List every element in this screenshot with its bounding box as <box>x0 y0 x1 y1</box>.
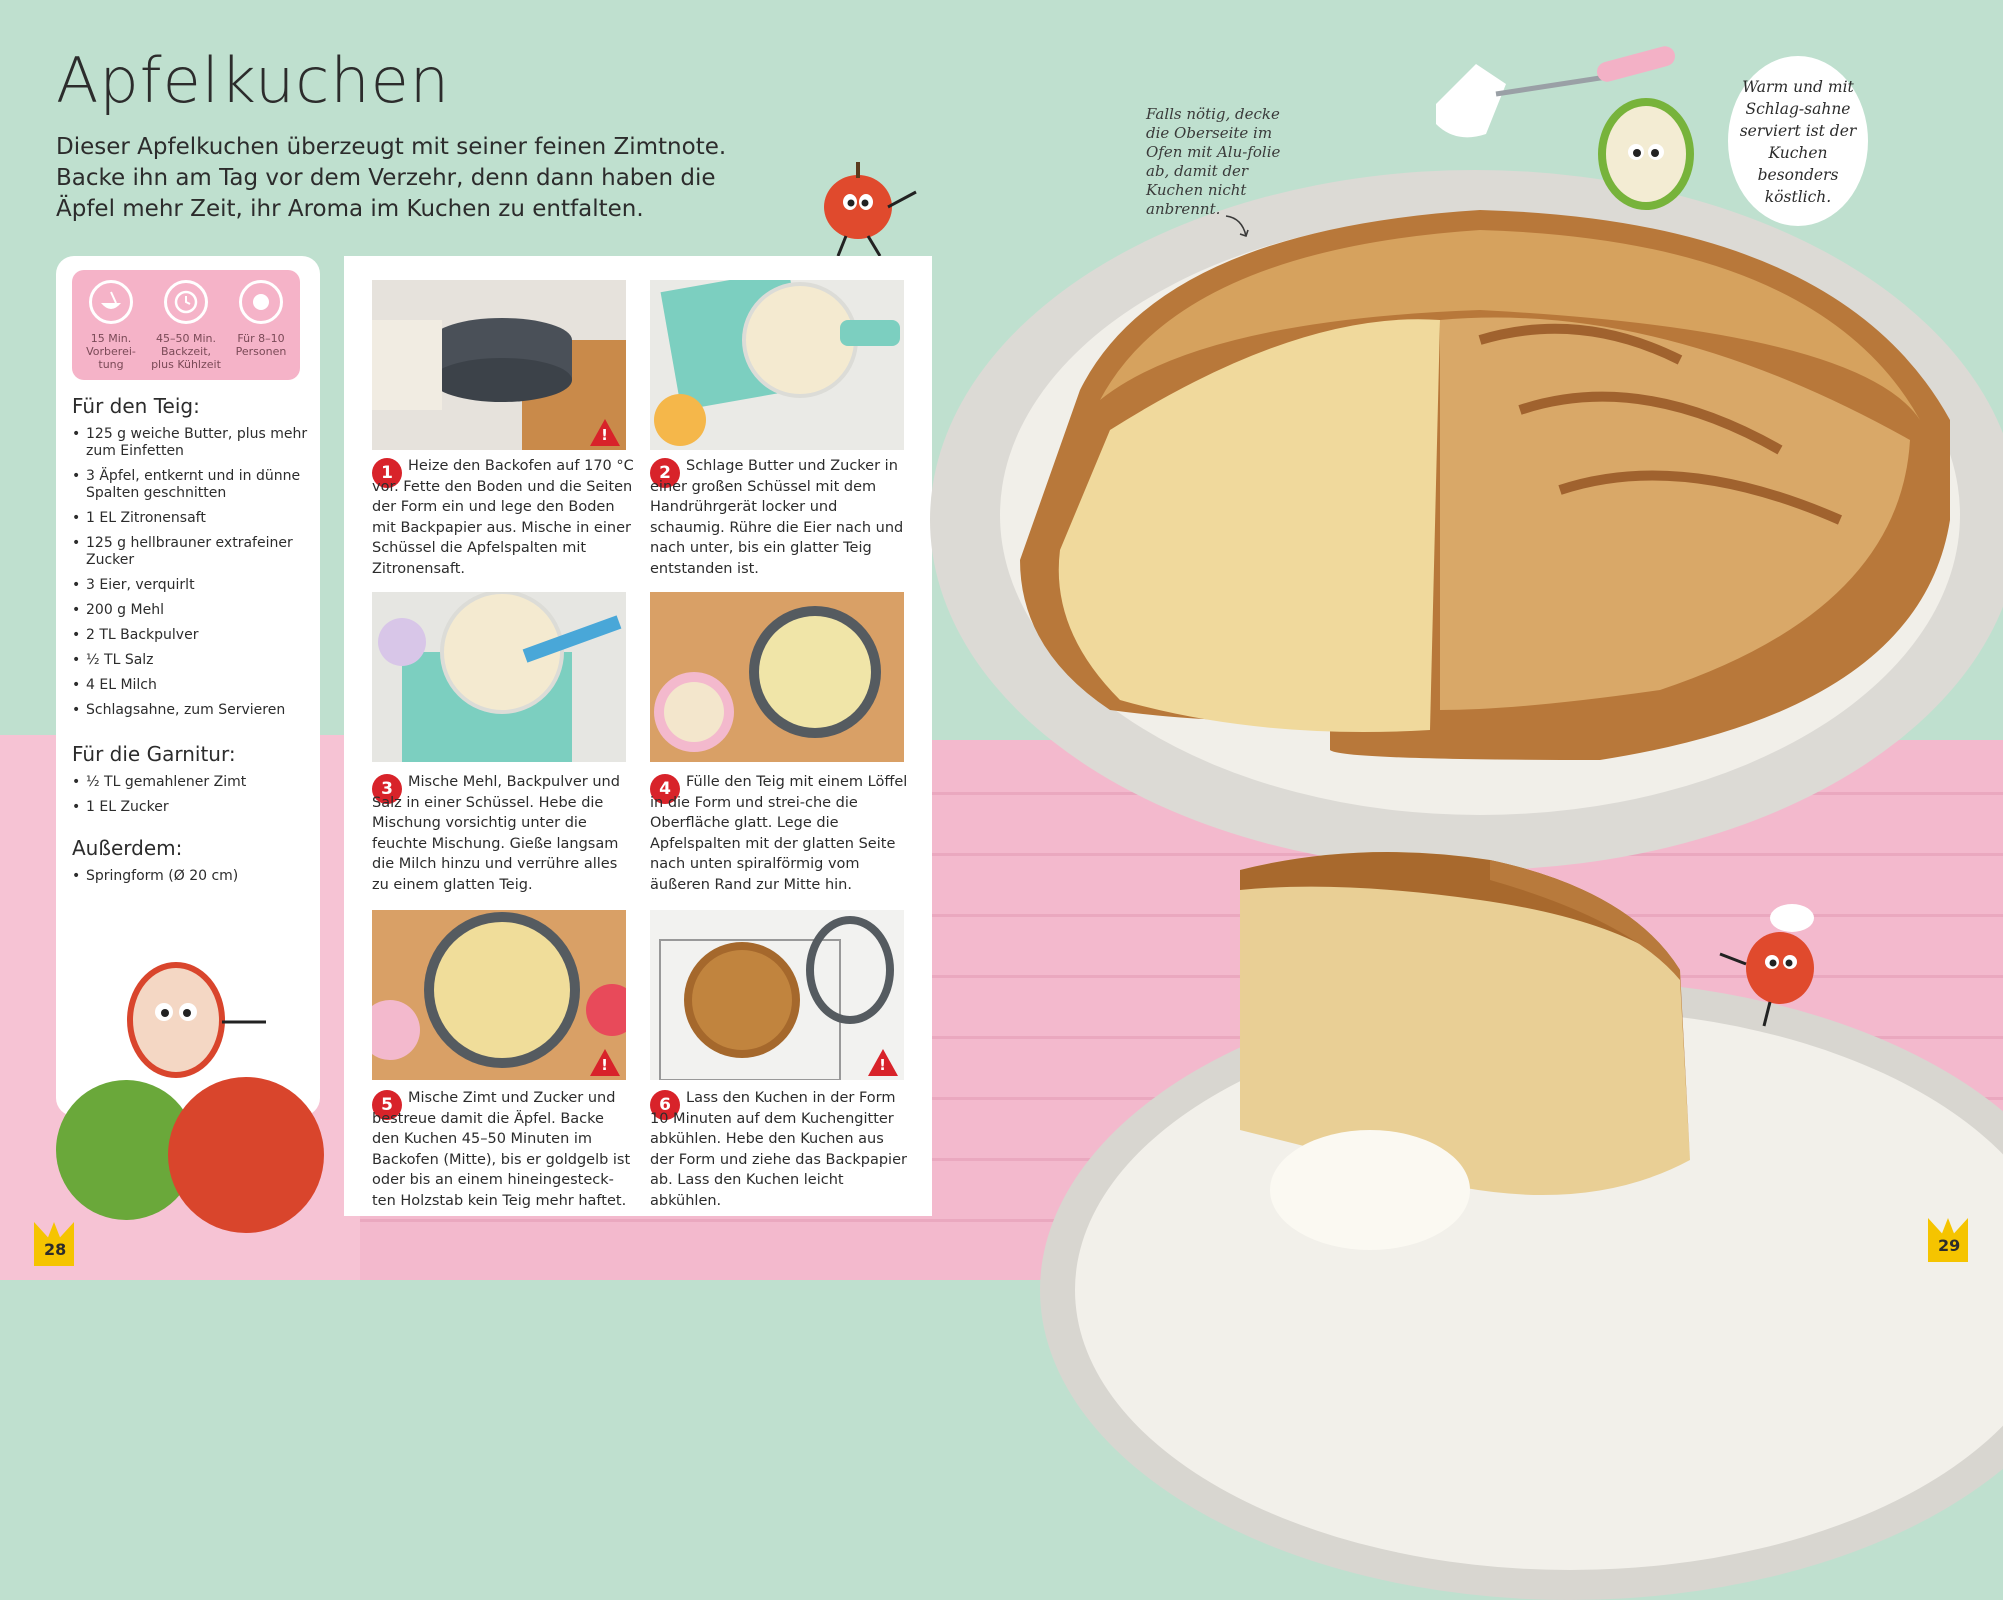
ingredient-item: • Schlagsahne, zum Servieren <box>72 702 308 719</box>
step-1-number: 1 <box>372 458 402 488</box>
step-4-text: Fülle den Teig mit einem Löffel in die Form und strei-che die Oberfläche glatt. Lege die Apfelspalten mit der glatten Seite nach unten spiralförmig vom äußeren Rand zur Mitte hin. <box>650 774 908 893</box>
speech-bubble-text: Warm und mit Schlag-sahne serviert ist der Kuchen besonders köstlich. <box>1739 78 1857 206</box>
foil-tip-note: Falls nötig, decke die Oberseite im Ofen mit Alu-folie ab, damit der Kuchen nicht anbrennt. <box>1146 105 1281 218</box>
ingredient-item: • 1 EL Zitronensaft <box>72 510 308 527</box>
ingredient-item: • 125 g hellbrauner extrafeiner Zucker <box>72 535 308 569</box>
cartoon-apple-chef-icon <box>1714 892 1844 1042</box>
step-2-number: 2 <box>650 458 680 488</box>
ingredient-item: • Springform (Ø 20 cm) <box>72 868 308 885</box>
pointer-arrow-icon <box>1222 212 1252 242</box>
ingredient-item: • 125 g weiche Butter, plus mehr zum Einfetten <box>72 426 308 460</box>
ingredient-item: • ½ TL Salz <box>72 652 308 669</box>
step-6-text: Lass den Kuchen in der Form 10 Minuten auf dem Kuchengitter abkühlen. Hebe den Kuchen aus der Form und ziehe das Backpapier ab. Lass den Kuchen leicht abkühlen. <box>650 1090 907 1209</box>
info-box <box>72 270 300 380</box>
step-5-number: 5 <box>372 1090 402 1120</box>
apple-cake-photo <box>960 190 1980 790</box>
ingredient-item: • 2 TL Backpulver <box>72 627 308 644</box>
whisk-bowl-icon <box>89 280 133 324</box>
step-3-number: 3 <box>372 774 402 804</box>
cartoon-apple-spatula-icon <box>1426 44 1726 234</box>
ingredient-item: • 4 EL Milch <box>72 677 308 694</box>
ingredient-item: • 3 Äpfel, entkernt und in dünne Spalten geschnitten <box>72 468 308 502</box>
servings-label: Für 8–10 Personen <box>235 332 287 358</box>
cake-slice-photo <box>1160 830 1780 1250</box>
plate-cutlery-icon <box>239 280 283 324</box>
page-number-left: 28 <box>44 1240 67 1259</box>
step-5-photo: ! <box>372 910 626 1080</box>
bake-time-info <box>151 280 221 371</box>
step-6-number: 6 <box>650 1090 680 1120</box>
clock-icon <box>164 280 208 324</box>
bake-time-label: 45–50 Min. Backzeit, plus Kühlzeit <box>151 332 221 371</box>
step-1-text: Heize den Backofen auf 170 °C vor. Fette den Boden und die Seiten der Form ein und lege den Boden mit Backpapier aus. Mische in einer Schüssel die Apfelspalten mit Zitronensaft. <box>372 458 634 577</box>
step-1-photo: ! <box>372 280 626 450</box>
intro-text: Dieser Apfelkuchen überzeugt mit seiner feinen Zimtnote. Backe ihn am Tag vor dem Verzehr, denn dann haben die Äpfel mehr Zeit, ihr Aroma im Kuchen zu entfalten. <box>56 134 727 222</box>
step-3-photo <box>372 592 626 762</box>
steps-panel <box>344 256 932 1216</box>
cartoon-apple-icon <box>808 152 928 262</box>
prep-time-info <box>76 280 146 371</box>
extras-heading: Außerdem: <box>72 836 183 860</box>
garnish-heading: Für die Garnitur: <box>72 742 236 766</box>
step-4-number: 4 <box>650 774 680 804</box>
step-4-photo <box>650 592 904 762</box>
page-number-right: 29 <box>1938 1236 1961 1255</box>
dough-heading: Für den Teig: <box>72 394 200 418</box>
prep-time-label: 15 Min. Vorberei-tung <box>86 332 136 371</box>
step-5-text: Mische Zimt und Zucker und bestreue damit die Äpfel. Backe den Kuchen 45–50 Minuten im Backofen (Mitte), bis er goldgelb ist oder bis an einem hineingesteck-ten Holzstab kein Teig mehr haftet. <box>372 1090 631 1209</box>
ingredient-item: • ½ TL gemahlener Zimt <box>72 774 308 791</box>
step-6-photo: ! <box>650 910 904 1080</box>
servings-info <box>226 280 296 358</box>
extras-list <box>72 868 308 893</box>
ingredient-item: • 200 g Mehl <box>72 602 308 619</box>
ingredient-item: • 1 EL Zucker <box>72 799 308 816</box>
page-title: Apfelkuchen <box>56 44 451 117</box>
dough-ingredients-list <box>72 426 308 727</box>
ingredient-item: • 3 Eier, verquirlt <box>72 577 308 594</box>
step-2-text: Schlage Butter und Zucker in einer großen Schüssel mit dem Handrührgerät locker und schaumig. Rühre die Eier nach und nach unter, bis ein glatter Teig entstanden ist. <box>650 458 904 577</box>
apples-illustration <box>46 950 346 1240</box>
step-2-photo <box>650 280 904 450</box>
step-3-text: Mische Mehl, Backpulver und Salz in einer Schüssel. Hebe die Mischung vorsichtig unter die feuchte Mischung. Gieße langsam die Milch hinzu und verrühre alles zu einem glatten Teig. <box>372 774 620 893</box>
garnish-ingredients-list <box>72 774 308 824</box>
